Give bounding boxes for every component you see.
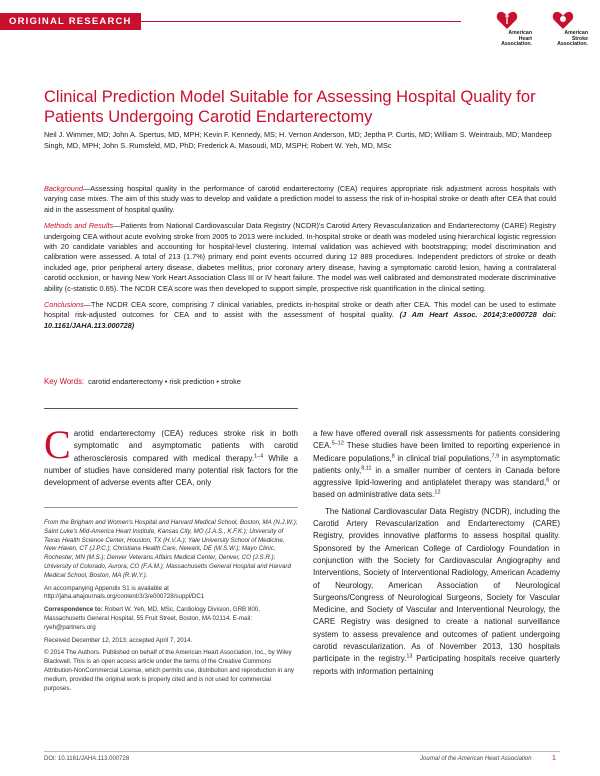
author-list: Neil J. Wimmer, MD; John A. Spertus, MD, MPH; Kevin F. Kennedy, MS; H. Vernon Anderson, MD; Jeptha P. Curtis, MD; William S. Weintraub, MD; Mandeep Singh, MD, MPH; John S. Rumsfeld, MD, PhD; Frederick A. Masoudi, MD, MSPH; Robert W. Yeh, MD, MSc — [44, 130, 552, 150]
correspondence-label: Correspondence to: — [44, 606, 103, 614]
p1-text-d: in asymptomatic patients only, — [313, 453, 560, 475]
keywords-label: Key Words: — [44, 377, 85, 386]
asa-logo-line1: American — [564, 30, 588, 36]
correspondence-text: Robert W. Yeh, MD, MSc, Cardiology Division, GRB 800, Massachusetts General Hospital, 55 Fruit Street, Boston, MA 02114. E-mail: ryeh@partners.org — [44, 606, 260, 631]
asa-logo-line2: Stroke — [571, 35, 588, 42]
footer-doi: DOI: 10.1161/JAHA.113.000728 — [44, 756, 130, 762]
p1-text-f: or based on administrative data sets. — [313, 478, 560, 500]
methods-text: —Patients from National Cardiovascular Data Registry (NCDR)'s Carotid Artery Revascularization and Endarterectomy (CARE) Registry undergoing CEA without acute evolving stroke from 2005 to 2013 were included. In-hospital stroke or death was modeled using hierarchical logistic regression with 20 candidate variables and accounting for hospital-level clustering. Internal validation was achieved with bootstrapping; model discrimination and calibration were assessed. A total of 213 (1.7%) primary end point events occurred during 12 889 procedures. Independent predictors of stroke or death included age, prior peripheral artery disease, diabetes mellitus, prior coronary artery disease, having a symptomatic carotid lesion, having a contralateral carotid occlusion, or having New York Heart Association Class III or IV heart failure. The model was well calibrated and demonstrated moderate discriminative ability (c-statistic 0.65). The NCDR CEA score was then developed to support simple, prospective risk quantification in the clinical setting. — [44, 221, 556, 293]
logos — [482, 10, 592, 50]
conclusions-text: —The NCDR CEA score, comprising 7 clinical variables, predicts in-hospital stroke or death after CEA. This model can be used to estimate hospital risk-adjusted outcomes for CEA and to assist with the assessment of hospital quality. — [44, 300, 556, 320]
asa-logo-line3: Association. — [557, 41, 588, 48]
background-text: —Assessing hospital quality in the performance of carotid endarterectomy (CEA) requires appropriate risk adjustment across hospitals with varying case mixes. The aim of this study was to develop and validate a prediction model to assess the risk of in-hospital stroke or death after CEA that could aid in the assessment of hospital quality. — [44, 184, 556, 214]
p2-text-b: Participating hospitals receive quarterly reports with information pertaining — [313, 654, 561, 676]
p2-text-a: The National Cardiovascular Data Registry (NCDR), including the Carotid Artery Revascularization and Endarterectomy (CARE) Registry, provides innovative platforms to assess hospital quality. Sponsored by the American College of Cardiology Foundation in conjunction with the Society for Cardiovascular Angiography and Interventions, Society of Interventional Radiology, American Academy of Neurology, American Association of Neurological Surgeons/Congress of Neurological Surgeons, Society for Vascular Medicine, and Society of Vascular and Interventional Neurology, the CARE Registry was designed to create a national surveillance system to assess prevalence and outcomes of patient undergoing carotid revascularization. As of November 2013, 130 hospitals participate in the registry. — [313, 506, 560, 664]
footer-rule — [44, 751, 560, 752]
aha-logo-line3: Association. — [501, 41, 532, 48]
ref-sup: 7,9 — [491, 452, 500, 459]
asa-logo — [538, 10, 590, 50]
page-number: 1 — [552, 755, 556, 762]
keywords — [44, 377, 241, 386]
appendix-note[interactable]: An accompanying Appendix S1 is available at http://jaha.ahajournals.org/content/3/3/e000728/suppl/DC1 — [44, 584, 205, 601]
intro-text: arotid endarterectomy (CEA) reduces stroke risk in both symptomatic and asymptomatic patients with carotid atherosclerosis compared with medical therapy. — [73, 429, 298, 463]
paragraph-1 — [313, 428, 560, 502]
methods-label: Methods and Results — [44, 221, 114, 231]
intro-text-2: While a number of studies have considered many potential risk factors for the development of adverse events after CEA, only — [44, 453, 299, 488]
p1-text-e: in a smaller number of centers in Canada before aggressive lipid-lowering and antiplatelet therapy was standard, — [313, 465, 560, 488]
footnotes — [44, 519, 298, 697]
correspondence — [44, 606, 298, 632]
keywords-text: carotid endarterectomy • risk prediction • stroke — [88, 377, 241, 386]
aha-logo-line1: American — [508, 30, 532, 36]
body-left-column — [44, 422, 299, 489]
ref-sup: 6 — [546, 477, 550, 484]
ref-sup: 8,11 — [361, 465, 372, 472]
header-rule — [141, 21, 461, 22]
conclusions-label: Conclusions — [44, 300, 84, 310]
ref-sup: 1–4 — [253, 452, 264, 459]
abstract-conclusions — [44, 300, 556, 331]
received-dates: Received December 12, 2013; accepted April 7, 2014. — [44, 636, 193, 644]
footer-journal: Journal of the American Heart Association — [420, 756, 532, 762]
body-right-column — [313, 428, 560, 678]
abstract-divider — [44, 408, 298, 409]
ref-sup: 5–12 — [331, 440, 344, 447]
abstract-methods — [44, 221, 556, 294]
p1-text-c: in clinical trial populations, — [394, 453, 492, 463]
abstract-background — [44, 184, 556, 215]
ref-sup: 13 — [406, 653, 413, 660]
heart-brain-icon — [552, 10, 574, 30]
aha-logo-line2: Heart — [518, 35, 532, 42]
ref-sup: 12 — [434, 489, 441, 496]
background-label: Background — [44, 184, 83, 193]
heart-torch-icon — [496, 10, 518, 30]
affiliations: From the Brigham and Women's Hospital and Harvard Medical School, Boston, MA (N.J.W.); Saint Luke's Mid-America Heart Institute, Kansas City, MO (J.A.S., K.F.K.); University of Texas Health Science Center, Houston, TX (H.V.A.); Yale University School of Medicine, New Haven, CT (J.P.C.); Christiana Health Care, Newark, DE (W.S.W.); Mayo Clinic, Rochester, MN (M.S.); Denver Veterans Affairs Medical Center, Denver, CO (J.S.R.); University of Colorado, Aurora, CO (F.A.M.); Massachusetts General Hospital and Harvard Medical School, Boston, MA (R.W.Y.). — [44, 519, 298, 579]
article-title: Clinical Prediction Model Suitable for Assessing Hospital Quality for Patients Undergoing Carotid Endarterectomy — [44, 88, 536, 126]
section-badge: ORIGINAL RESEARCH — [0, 13, 141, 30]
copyright: © 2014 The Authors. Published on behalf of the American Heart Association, Inc., by Wiley Blackwell. This is an open access article under the terms of the Creative Commons Attribution-NonCommercial License, which permits use, distribution and reproduction in any medium, provided the original work is properly cited and is not used for commercial purposes. — [44, 649, 295, 692]
citation: (J Am Heart Assoc. 2014;3:e000728 doi: 10.1161/JAHA.113.000728) — [44, 310, 556, 330]
p1-text-a: a few have offered overall risk assessments for patients considering CEA. — [313, 429, 560, 451]
abstract — [44, 184, 556, 337]
ref-sup: 8 — [391, 452, 395, 459]
drop-cap: C — [44, 422, 71, 467]
paragraph-2 — [313, 506, 560, 678]
footnote-divider — [44, 507, 298, 508]
aha-logo — [482, 10, 534, 50]
p1-text-b: These studies have been limited to reporting experience in Medicare populations, — [313, 441, 560, 463]
